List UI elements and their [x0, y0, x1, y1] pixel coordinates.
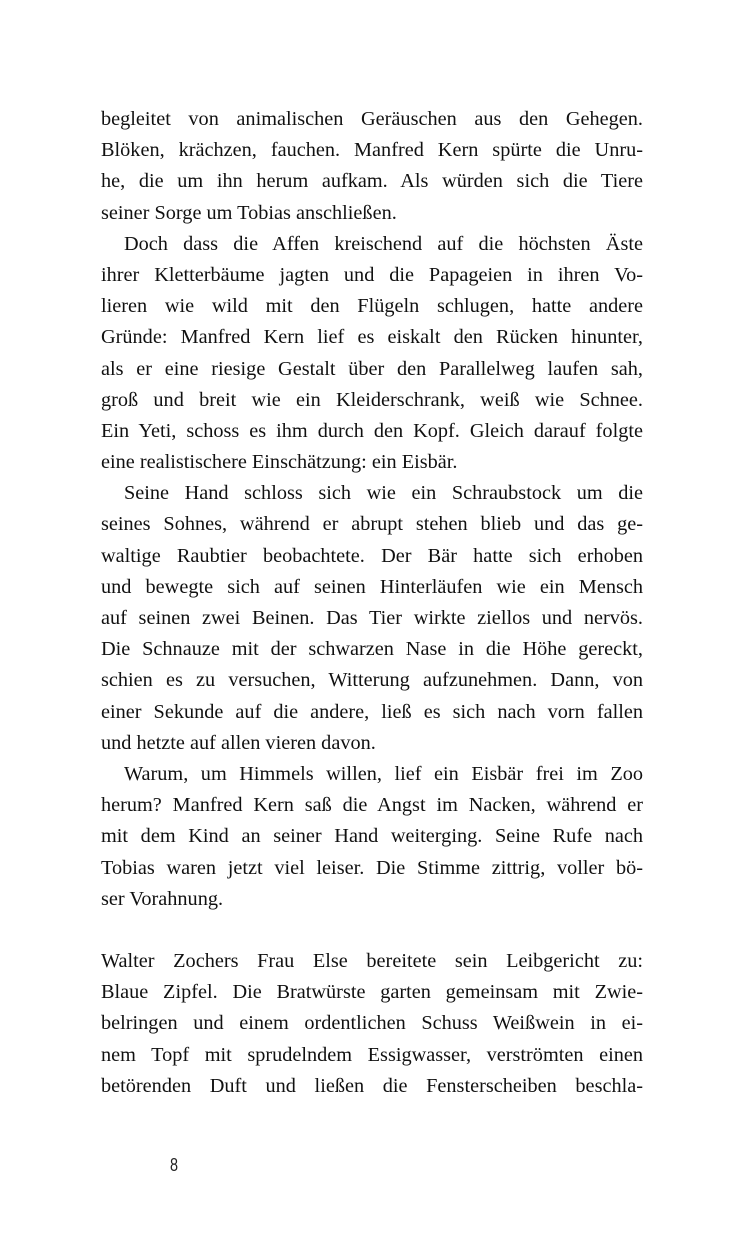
text-line: eine realistischere Einschätzung: ein Eisbär. [101, 451, 458, 474]
text-line: Walter Zochers Frau Else bereitete sein Leibgericht zu: [101, 950, 643, 973]
text-line: Seine Hand schloss sich wie ein Schraubstock um die [124, 482, 643, 505]
text-line: schien es zu versuchen, Witterung aufzunehmen. Dann, von [101, 669, 643, 692]
text-line: Gründe: Manfred Kern lief es eiskalt den Rücken hinunter, [101, 326, 643, 349]
paragraph [101, 478, 643, 759]
text-line: Blaue Zipfel. Die Bratwürste garten gemeinsam mit Zwie- [101, 981, 643, 1004]
text-line: he, die um ihn herum aufkam. Als würden sich die Tiere [101, 170, 643, 193]
text-line: ser Vorahnung. [101, 887, 224, 910]
paragraph [101, 946, 643, 1102]
text-line: Die Schnauze mit der schwarzen Nase in die Höhe gereckt, [101, 638, 643, 661]
text-line: als er eine riesige Gestalt über den Parallelweg laufen sah, [101, 357, 643, 380]
text-line: Ein Yeti, schoss es ihm durch den Kopf. Gleich darauf folgte [101, 419, 643, 442]
page-number: 8 [170, 1155, 179, 1175]
text-line: mit dem Kind an seiner Hand weiterging. Seine Rufe nach [101, 825, 643, 848]
text-line: groß und breit wie ein Kleiderschrank, weiß wie Schnee. [101, 388, 643, 411]
paragraph [101, 104, 643, 229]
text-line: herum? Manfred Kern saß die Angst im Nacken, während er [101, 794, 643, 817]
text-line: auf seinen zwei Beinen. Das Tier wirkte ziellos und nervös. [101, 607, 643, 629]
paragraph [101, 759, 643, 915]
paragraph [101, 229, 643, 479]
text-line: ihrer Kletterbäume jagten und die Papageien in ihren Vo- [101, 263, 643, 286]
text-line: waltige Raubtier beobachtete. Der Bär hatte sich erhoben [101, 544, 643, 567]
text-line: Warum, um Himmels willen, lief ein Eisbär frei im Zoo [124, 762, 643, 785]
text-line: seines Sohnes, während er abrupt stehen blieb und das ge- [101, 513, 643, 536]
section-break [101, 915, 643, 946]
page-body [101, 104, 643, 1102]
text-line: seiner Sorge um Tobias anschließen. [101, 201, 397, 224]
text-line: lieren wie wild mit den Flügeln schlugen, hatte andere [101, 295, 643, 318]
text-line: Blöken, krächzen, fauchen. Manfred Kern spürte die Unru- [101, 139, 643, 162]
text-line: und hetzte auf allen vieren davon. [101, 731, 376, 754]
text-line: belringen und einem ordentlichen Schuss Weißwein in ei- [101, 1012, 643, 1035]
text-line: und bewegte sich auf seinen Hinterläufen wie ein Mensch [101, 575, 643, 598]
text-line: begleitet von animalischen Geräuschen aus den Gehegen. [101, 108, 643, 130]
text-line: Tobias waren jetzt viel leiser. Die Stimme zittrig, voller bö- [101, 856, 643, 879]
text-line: einer Sekunde auf die andere, ließ es sich nach vorn fallen [101, 700, 643, 723]
text-line: nem Topf mit sprudelndem Essigwasser, verströmten einen [101, 1043, 643, 1066]
text-line: betörenden Duft und ließen die Fensterscheiben beschla- [101, 1074, 643, 1097]
text-line: Doch dass die Affen kreischend auf die höchsten Äste [124, 232, 643, 255]
